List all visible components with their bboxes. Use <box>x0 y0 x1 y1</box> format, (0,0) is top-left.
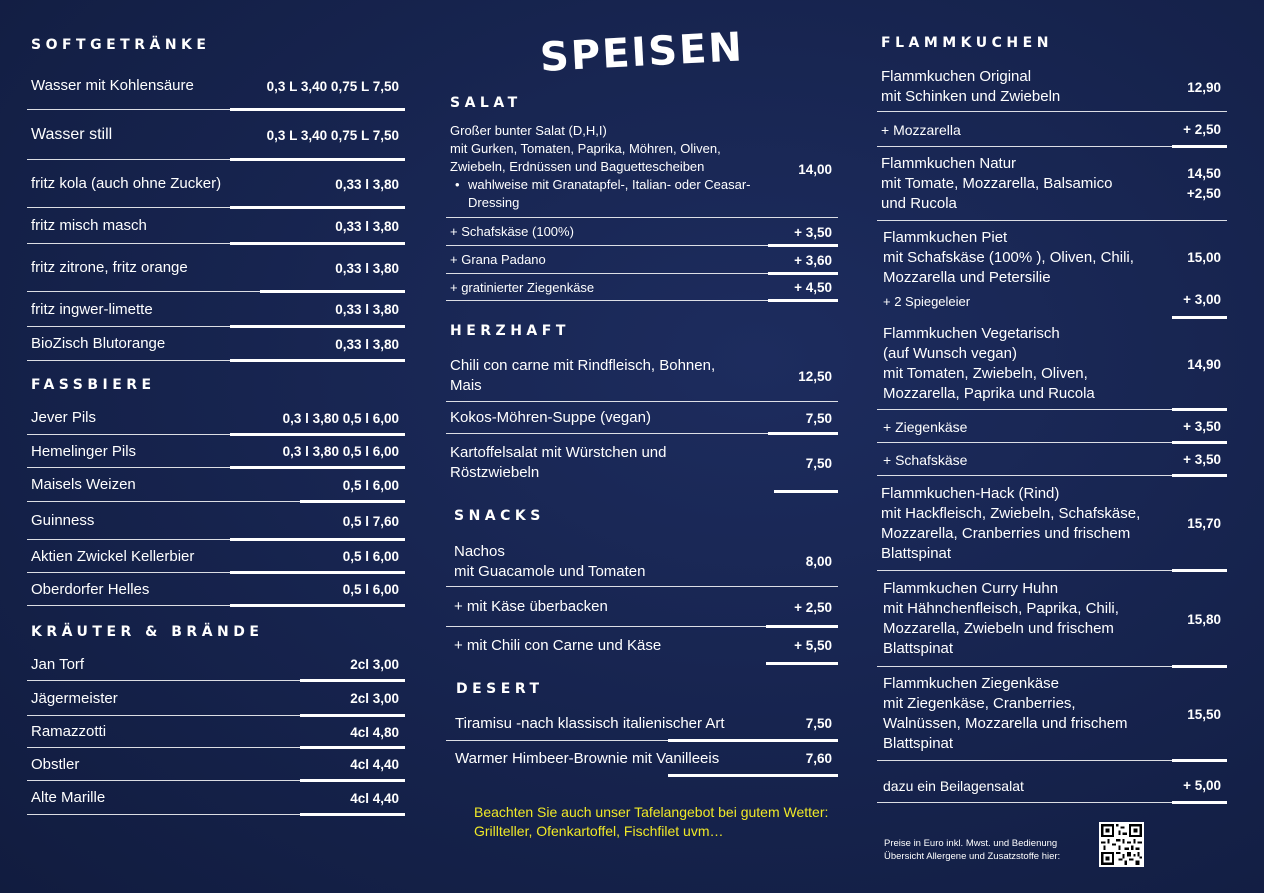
item-price: 0,33 l 3,80 <box>335 302 399 317</box>
footer-price-info: Preise in Euro inkl. Mwst. und Bedienung <box>884 838 1058 849</box>
item-description: mit Ziegenkäse, Cranberries, <box>883 695 1076 712</box>
item-description: Mozzarella, Cranberries und frischem <box>881 524 1131 542</box>
menu-item <box>27 244 405 292</box>
menu-item <box>27 208 405 244</box>
menu-item <box>27 468 405 502</box>
menu-item <box>27 648 405 681</box>
item-name: Obstler <box>31 755 80 773</box>
menu-item <box>877 410 1227 443</box>
item-price: 7,50 <box>805 410 832 426</box>
item-name: + Schafskäse <box>883 451 968 468</box>
item-price: 15,70 <box>1187 516 1221 531</box>
item-name: Flammkuchen Vegetarisch <box>883 325 1060 342</box>
footer-note <box>884 838 1094 863</box>
item-name: Guinness <box>31 512 95 529</box>
item-name: Wasser still <box>31 126 113 143</box>
item-description: (auf Wunsch vegan) <box>883 345 1017 362</box>
item-name: Ramazzotti <box>31 723 107 740</box>
item-price: 2cl 3,00 <box>350 691 399 706</box>
item-name: BioZisch Blutorange <box>31 335 166 352</box>
item-price: 0,3 L 3,40 0,75 L 7,50 <box>266 127 399 143</box>
item-price: 2cl 3,00 <box>350 657 399 672</box>
item-extra: + 2 Spiegeleier <box>883 294 971 309</box>
item-name: Warmer Himbeer-Brownie mit Vanilleeis <box>455 749 720 767</box>
item-price: 7,50 <box>805 716 832 731</box>
menu-item <box>27 540 405 573</box>
item-description: mit Hähnchenfleisch, Paprika, Chili, <box>883 600 1119 617</box>
item-price: 14,50 <box>1187 166 1221 181</box>
menu-item <box>446 627 838 664</box>
menu-item <box>446 246 838 274</box>
item-description: mit Schafskäse (100% ), Oliven, Chili, <box>883 249 1134 266</box>
item-name: + mit Käse überbacken <box>454 598 608 615</box>
item-name: Flammkuchen Natur <box>881 155 1017 172</box>
item-price: 0,5 l 7,60 <box>342 513 399 529</box>
menu-item <box>27 160 405 208</box>
item-price: 0,3 l 3,80 0,5 l 6,00 <box>282 410 399 426</box>
item-name: Aktien Zwickel Kellerbier <box>31 547 195 565</box>
menu-item <box>446 587 838 627</box>
item-name: Jan Torf <box>31 655 85 673</box>
item-description: Zwiebeln, Erdnüssen und Baguettescheiben <box>450 159 705 174</box>
section-heading-desert: DESERT <box>456 681 544 697</box>
menu-item <box>27 781 405 815</box>
menu-item <box>877 318 1227 410</box>
item-price: 14,00 <box>798 161 832 177</box>
item-description: Blattspinat <box>883 640 954 657</box>
item-price: 4cl 4,40 <box>350 790 399 806</box>
item-price: 4cl 4,80 <box>350 724 399 740</box>
item-price: 15,00 <box>1187 250 1221 265</box>
menu-item <box>877 62 1227 112</box>
item-description: Mozzarella, Paprika und Rucola <box>883 385 1095 402</box>
menu-item <box>27 110 405 160</box>
menu-item <box>446 120 838 218</box>
menu-item <box>446 402 838 434</box>
item-price: + 2,50 <box>794 599 832 615</box>
section-heading-flammkuchen: FLAMMKUCHEN <box>881 35 1053 51</box>
item-description: mit Schinken und Zwiebeln <box>881 88 1061 105</box>
item-name: fritz ingwer-limette <box>31 300 153 318</box>
menu-item <box>27 62 405 110</box>
item-price: 0,33 l 3,80 <box>335 336 399 352</box>
menu-item <box>27 573 405 606</box>
item-price: 0,3 L 3,40 0,75 L 7,50 <box>266 78 399 94</box>
item-description: mit Hackfleisch, Zwiebeln, Schafskäse, <box>881 504 1141 522</box>
menu-item <box>27 748 405 781</box>
item-name: Jever Pils <box>31 409 97 426</box>
item-description: mit Tomaten, Zwiebeln, Oliven, <box>883 365 1088 382</box>
menu-item <box>446 536 838 587</box>
item-description: mit Guacamole und Tomaten <box>454 562 646 580</box>
menu-item <box>446 218 838 246</box>
section-heading-kraeuter: KRÄUTER & BRÄNDE <box>31 624 264 640</box>
menu-item <box>446 706 838 741</box>
item-extra-price: + 3,00 <box>1183 292 1221 307</box>
page-title: SPEISEN <box>538 24 746 81</box>
item-name: Großer bunter Salat (D,H,I) <box>450 123 607 138</box>
item-price: + 4,50 <box>794 280 832 295</box>
item-price: 0,5 l 6,00 <box>342 582 399 597</box>
menu-item <box>27 401 405 435</box>
item-name: Maisels Weizen <box>31 476 136 493</box>
item-price: + 5,50 <box>794 638 832 653</box>
menu-item <box>877 443 1227 476</box>
menu-item <box>877 667 1227 761</box>
menu-item <box>27 502 405 540</box>
menu-item <box>27 435 405 468</box>
item-price: + 3,50 <box>1183 419 1221 434</box>
item-price: 12,50 <box>798 368 832 384</box>
item-name: Flammkuchen Curry Huhn <box>883 580 1059 597</box>
item-price: 7,60 <box>805 751 832 766</box>
item-name: + mit Chili con Carne und Käse <box>454 636 662 654</box>
item-price: 15,50 <box>1187 706 1221 722</box>
section-heading-snacks: SNACKS <box>454 508 545 524</box>
menu-item <box>877 768 1227 803</box>
item-name: + Schafskäse (100%) <box>450 224 574 239</box>
item-price: 12,90 <box>1187 79 1221 95</box>
item-name: Jägermeister <box>31 689 118 707</box>
item-name: Hemelinger Pils <box>31 442 137 460</box>
item-description: Mozzarella, Zwiebeln und frischem <box>883 620 1114 637</box>
item-name: fritz zitrone, fritz orange <box>31 259 188 276</box>
item-price: 0,5 l 6,00 <box>342 477 399 493</box>
menu-item <box>446 274 838 301</box>
menu-item <box>446 350 838 402</box>
item-name: Tiramisu -nach klassisch italienischer Art <box>455 714 725 732</box>
item-price: + 2,50 <box>1183 122 1221 137</box>
item-price: 4cl 4,40 <box>350 757 399 772</box>
item-name: Nachos <box>454 542 505 560</box>
item-description: Blattspinat <box>883 735 954 752</box>
item-price: 7,50 <box>805 455 832 471</box>
item-price: + 5,00 <box>1183 778 1221 793</box>
item-name: + gratinierter Ziegenkäse <box>450 279 595 295</box>
item-price: 8,00 <box>805 554 832 569</box>
menu-item <box>877 147 1227 221</box>
item-name: Alte Marille <box>31 789 106 806</box>
item-name: Kartoffelsalat mit Würstchen und Röstzwiebeln <box>450 444 667 481</box>
item-name: fritz misch masch <box>31 217 147 234</box>
menu-item <box>27 327 405 361</box>
item-price: 14,90 <box>1187 356 1221 372</box>
item-name: Kokos-Möhren-Suppe (vegan) <box>450 409 651 426</box>
section-heading-salat: SALAT <box>450 95 522 111</box>
item-price: + 3,50 <box>1183 452 1221 467</box>
menu-item <box>27 292 405 327</box>
item-dressing-note: • wahlweise mit Granatapfel-, Italian- oder Ceasar-Dressing <box>450 176 758 212</box>
item-name: Flammkuchen Original <box>881 68 1032 85</box>
item-price: + 3,50 <box>794 224 832 240</box>
menu-item <box>877 112 1227 147</box>
menu-item <box>877 571 1227 667</box>
item-description: mit Tomate, Mozzarella, Balsamico <box>881 175 1113 192</box>
section-heading-fassbiere: FASSBIERE <box>31 377 156 393</box>
item-price: + 3,60 <box>794 252 832 268</box>
item-price: 0,33 l 3,80 <box>335 218 399 234</box>
item-name: Wasser mit Kohlensäure <box>31 77 194 94</box>
item-description: und Rucola <box>881 195 957 212</box>
item-price: 0,5 l 6,00 <box>342 549 399 564</box>
menu-item <box>446 434 838 492</box>
menu-item <box>27 681 405 716</box>
menu-item <box>446 741 838 776</box>
item-price: 0,33 l 3,80 <box>335 176 399 192</box>
footer-allergen-info: Übersicht Allergene und Zusatzstoffe hier: <box>884 850 1061 862</box>
item-name: + Grana Padano <box>450 252 546 267</box>
section-heading-herzhaft: HERZHAFT <box>450 323 570 339</box>
item-description: Walnüssen, Mozzarella und frischem <box>883 715 1128 732</box>
menu-item <box>877 476 1227 571</box>
menu-item <box>877 221 1227 318</box>
menu-item <box>27 716 405 748</box>
item-description: Blattspinat <box>881 544 952 562</box>
item-name: Flammkuchen-Hack (Rind) <box>881 484 1060 502</box>
item-name: Flammkuchen Piet <box>883 229 1008 246</box>
item-name: Flammkuchen Ziegenkäse <box>883 675 1059 692</box>
item-price: 0,3 l 3,80 0,5 l 6,00 <box>282 444 399 459</box>
item-description: Mozzarella und Petersilie <box>883 269 1051 286</box>
section-heading-softgetraenke: SOFTGETRÄNKE <box>31 37 211 53</box>
item-name: + Ziegenkäse <box>883 418 968 435</box>
item-name: Oberdorfer Helles <box>31 580 150 598</box>
item-description: mit Gurken, Tomaten, Paprika, Möhren, Oliven, <box>450 141 721 156</box>
daily-board-note: Beachten Sie auch unser Tafelangebot bei gutem Wetter: Grillteller, Ofenkartoffel, Fischfilet uvm… <box>474 804 829 839</box>
item-extra-price: +2,50 <box>1186 186 1221 201</box>
item-price: 15,80 <box>1187 611 1221 627</box>
item-name: Chili con carne mit Rindfleisch, Bohnen, Mais <box>450 357 716 394</box>
item-name: fritz kola (auch ohne Zucker) <box>31 175 222 192</box>
item-name: dazu ein Beilagensalat <box>883 777 1024 794</box>
item-price: 0,33 l 3,80 <box>335 260 399 276</box>
item-name: + Mozzarella <box>881 121 961 138</box>
qr-code-icon[interactable] <box>1099 822 1144 867</box>
